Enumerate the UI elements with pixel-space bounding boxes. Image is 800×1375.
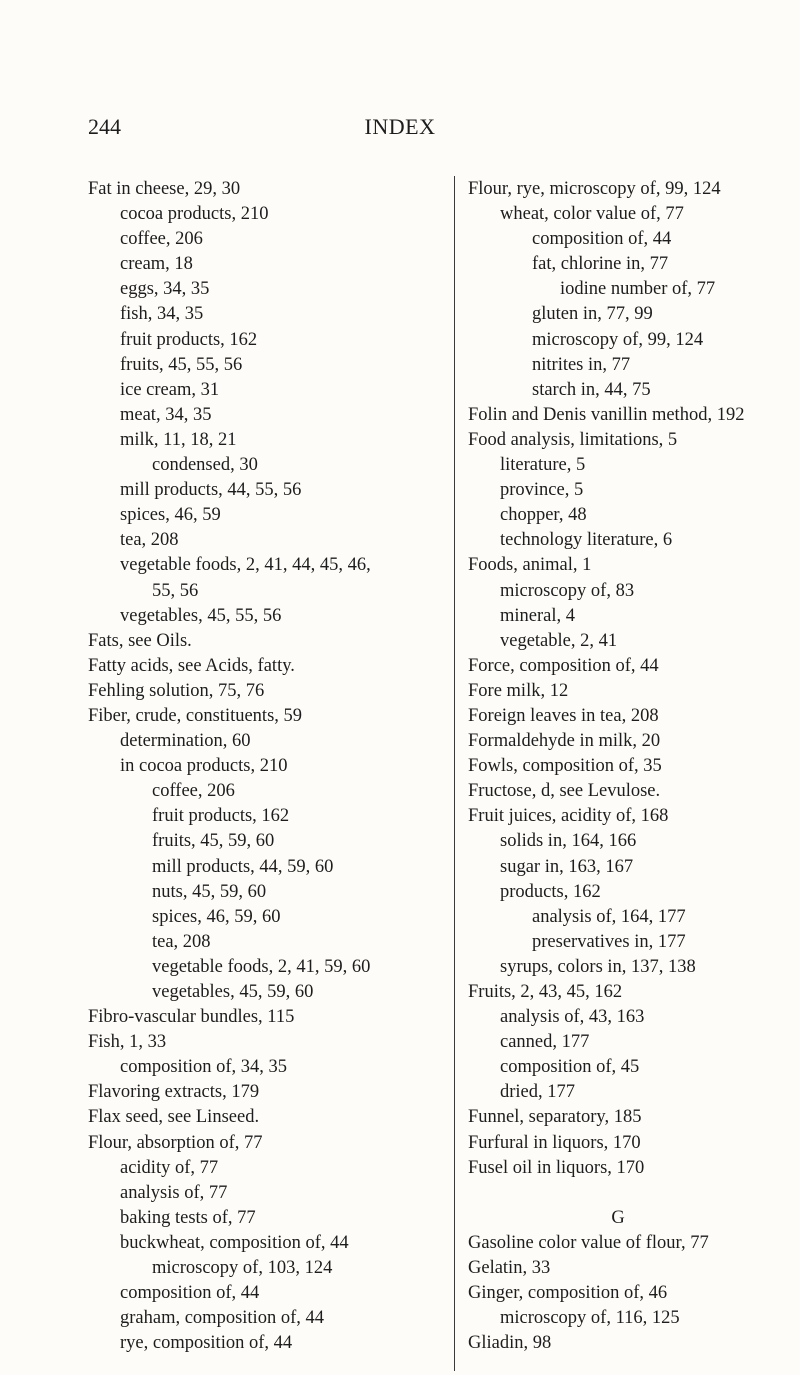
index-entry: buckwheat, composition of, 44	[120, 1232, 349, 1253]
index-entry: literature, 5	[500, 455, 586, 476]
index-entry: Gelatin, 33	[468, 1258, 551, 1279]
index-entry: Fore milk, 12	[468, 680, 569, 701]
index-entry: iodine number of, 77	[560, 279, 716, 300]
index-entry: composition of, 44	[532, 229, 672, 250]
index-entry: Fusel oil in liquors, 170	[468, 1157, 645, 1178]
index-entry: composition of, 44	[120, 1283, 260, 1304]
index-entry: 55, 56	[152, 580, 199, 601]
index-entry: eggs, 34, 35	[120, 279, 210, 300]
index-entry: fruits, 45, 59, 60	[152, 831, 275, 852]
index-entry: syrups, colors in, 137, 138	[500, 956, 696, 977]
index-entry: rye, composition of, 44	[120, 1333, 293, 1354]
index-entry: Flour, rye, microscopy of, 99, 124	[468, 179, 721, 199]
index-entry: Flour, absorption of, 77	[88, 1132, 263, 1153]
index-entry: spices, 46, 59, 60	[152, 906, 281, 927]
index-entry: fruits, 45, 55, 56	[120, 354, 243, 375]
index-entry: sugar in, 163, 167	[500, 856, 634, 877]
index-entry: analysis of, 77	[120, 1182, 228, 1203]
index-entry: Fibro-vascular bundles, 115	[88, 1007, 295, 1028]
index-entry: microscopy of, 116, 125	[500, 1308, 680, 1329]
index-entry: province, 5	[500, 480, 584, 501]
index-entry: vegetables, 45, 55, 56	[120, 605, 282, 626]
running-head-title: INDEX	[364, 114, 436, 139]
index-entry: mill products, 44, 55, 56	[120, 480, 302, 501]
index-entry: tea, 208	[120, 530, 179, 551]
index-entry: Ginger, composition of, 46	[468, 1283, 668, 1304]
index-entry: meat, 34, 35	[120, 404, 212, 425]
index-entry: vegetable foods, 2, 41, 44, 45, 46,	[120, 555, 371, 576]
index-entry: Gasoline color value of flour, 77	[468, 1232, 709, 1253]
index-entry: tea, 208	[152, 931, 211, 952]
index-entry: cream, 18	[120, 254, 193, 275]
index-entry: cocoa products, 210	[120, 204, 269, 225]
index-entry: fruit products, 162	[152, 806, 290, 827]
index-entry: Flavoring extracts, 179	[88, 1082, 260, 1103]
index-entry: fish, 34, 35	[120, 304, 204, 325]
index-entry: Foreign leaves in tea, 208	[468, 705, 659, 726]
index-entry: Funnel, separatory, 185	[468, 1107, 642, 1128]
index-entry: starch in, 44, 75	[532, 379, 651, 400]
section-letter: G	[611, 1207, 625, 1228]
index-entry: Fructose, d, see Levulose.	[468, 781, 661, 802]
index-entry: Fruits, 2, 43, 45, 162	[468, 982, 623, 1002]
index-entry: technology literature, 6	[500, 530, 673, 551]
index-column-left	[88, 177, 448, 1356]
index-entry: Fowls, composition of, 35	[468, 756, 662, 777]
index-entry: determination, 60	[120, 731, 251, 752]
index-entry: baking tests of, 77	[120, 1207, 256, 1228]
index-entry: fruit products, 162	[120, 329, 258, 350]
index-entry: fat, chlorine in, 77	[532, 254, 669, 275]
index-entry: Fruit juices, acidity of, 168	[468, 806, 669, 827]
index-entry: milk, 11, 18, 21	[120, 429, 237, 450]
index-entry: analysis of, 164, 177	[532, 906, 686, 927]
index-entry: Formaldehyde in milk, 20	[468, 731, 661, 752]
index-entry: canned, 177	[500, 1032, 590, 1053]
index-entry: Fehling solution, 75, 76	[88, 680, 265, 701]
index-entry: Gliadin, 98	[468, 1333, 552, 1354]
index-entry: acidity of, 77	[120, 1157, 219, 1178]
page-number: 244	[88, 114, 121, 139]
index-entry: microscopy of, 99, 124	[532, 329, 704, 350]
index-entry: mineral, 4	[500, 605, 576, 626]
index-entry: dried, 177	[500, 1082, 576, 1103]
index-entry: Fiber, crude, constituents, 59	[88, 705, 303, 726]
index-entry: condensed, 30	[152, 455, 258, 476]
index-entry: vegetable, 2, 41	[500, 630, 618, 651]
index-entry: Foods, animal, 1	[468, 555, 592, 576]
index-entry: Fats, see Oils.	[88, 630, 192, 651]
index-entry: Folin and Denis vanillin method, 192	[468, 404, 745, 425]
index-entry: microscopy of, 103, 124	[152, 1258, 333, 1279]
index-entry: Force, composition of, 44	[468, 655, 659, 676]
index-entry: analysis of, 43, 163	[500, 1007, 645, 1028]
column-divider	[454, 176, 455, 1371]
index-entry: Fish, 1, 33	[88, 1032, 167, 1053]
index-entry: gluten in, 77, 99	[532, 304, 653, 325]
index-entry: ice cream, 31	[120, 379, 220, 400]
index-entry: nitrites in, 77	[532, 354, 631, 375]
index-entry: Flax seed, see Linseed.	[88, 1107, 260, 1128]
index-entry	[468, 1181, 788, 1206]
page-header	[0, 114, 800, 154]
index-entry: spices, 46, 59	[120, 505, 221, 526]
index-entry: composition of, 34, 35	[120, 1057, 288, 1078]
index-column-right	[468, 177, 788, 1356]
index-entry: Furfural in liquors, 170	[468, 1132, 641, 1153]
index-entry: wheat, color value of, 77	[500, 204, 684, 225]
index-entry: vegetables, 45, 59, 60	[152, 982, 314, 1002]
index-entry: microscopy of, 83	[500, 580, 635, 601]
index-entry: Fat in cheese, 29, 30	[88, 179, 241, 199]
index-entry: coffee, 206	[120, 229, 203, 250]
index-entry: solids in, 164, 166	[500, 831, 637, 852]
index-entry: vegetable foods, 2, 41, 59, 60	[152, 956, 371, 977]
index-entry: coffee, 206	[152, 781, 235, 802]
index-entry: in cocoa products, 210	[120, 756, 288, 777]
index-entry: Food analysis, limitations, 5	[468, 429, 678, 450]
index-entry: Fatty acids, see Acids, fatty.	[88, 655, 295, 676]
index-entry: composition of, 45	[500, 1057, 640, 1078]
index-entry: chopper, 48	[500, 505, 587, 526]
index-entry: preservatives in, 177	[532, 931, 686, 952]
index-entry: graham, composition of, 44	[120, 1308, 324, 1329]
index-entry: nuts, 45, 59, 60	[152, 881, 267, 902]
index-entry: products, 162	[500, 881, 601, 902]
index-entry: mill products, 44, 59, 60	[152, 856, 334, 877]
